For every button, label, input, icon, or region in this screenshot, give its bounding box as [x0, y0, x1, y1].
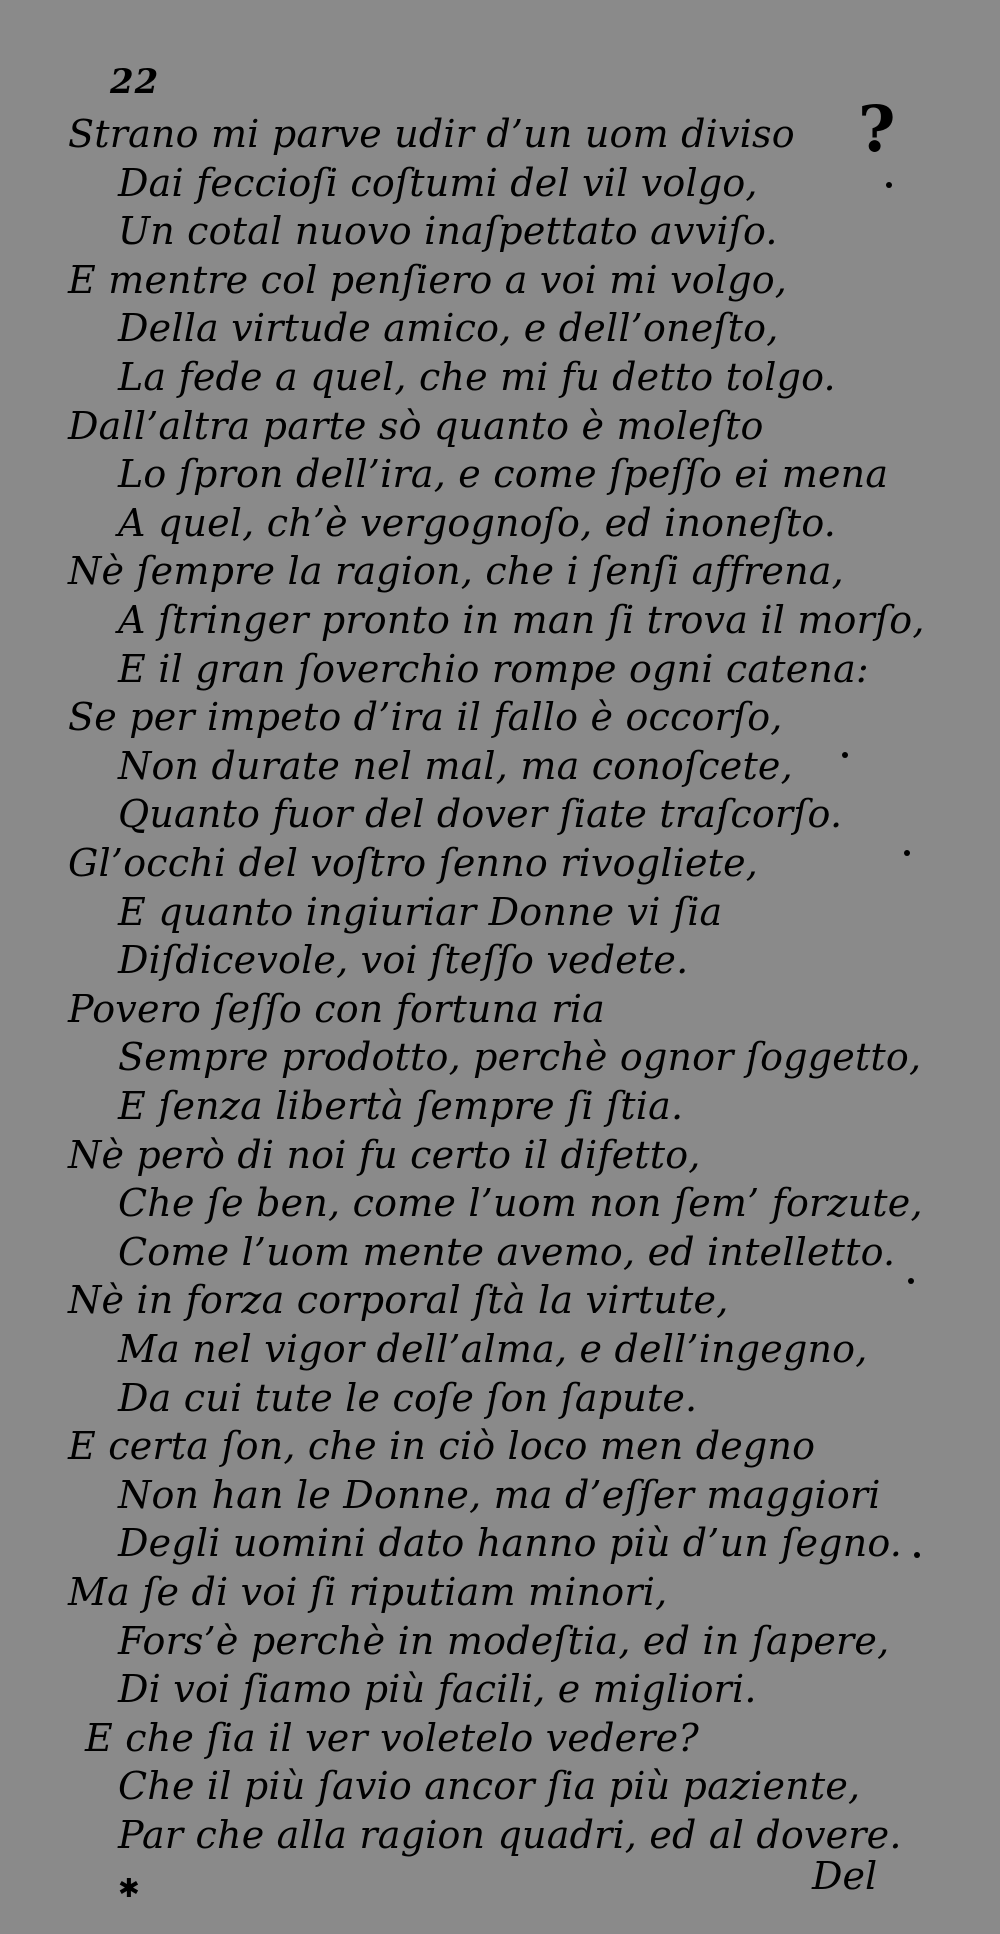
verse-line: Par che alla ragion quadri, ed al dovere.	[118, 1813, 902, 1857]
verse-line: Gl’occhi del voſtro ſenno rivogliete,	[68, 841, 759, 885]
verse-line: E ſenza libertà ſempre ſi ſtia.	[118, 1084, 684, 1128]
margin-question-mark: ?	[858, 92, 896, 167]
verse-line: Quanto fuor del dover ſiate traſcorſo.	[118, 792, 843, 837]
verse-line: Nè però di noi fu certo il difetto,	[68, 1132, 701, 1177]
verse-line: Strano mi parve udir d’un uom diviso	[68, 112, 795, 156]
page-number: 22	[110, 62, 160, 102]
verse-line: Sempre prodotto, perchè ognor ſoggetto,	[118, 1035, 922, 1080]
verse-line: Nè ſempre la ragion, che i ſenſi affrena,	[68, 549, 844, 594]
verse-line: Dall’altra parte sò quanto è moleſto	[68, 403, 764, 448]
verse-line: E il gran ſoverchio rompe ogni catena:	[118, 646, 869, 691]
verse-line: Che il più ſavio ancor ſia più paziente,	[118, 1764, 861, 1809]
verse-line: Non durate nel mal, ma conoſcete,	[118, 743, 793, 788]
verse-line: Che ſe ben, come l’uom non ſem’ forzute,	[118, 1181, 923, 1226]
verse-line: Fors’è perchè in modeſtia, ed in ſapere,	[118, 1618, 890, 1663]
ink-speck	[908, 1278, 914, 1284]
verse-line: A ſtringer pronto in man ſi trova il morſo,	[118, 598, 925, 642]
verse-line: Un cotal nuovo inaſpettato avviſo.	[118, 209, 778, 254]
verse-line: Povero ſeſſo con fortuna ria	[68, 986, 605, 1031]
bottom-ornament: ✱	[118, 1874, 140, 1904]
ink-speck	[904, 850, 910, 856]
verse-line: A quel, ch’è vergognoſo, ed inoneſto.	[118, 500, 837, 545]
verse-line: E certa ſon, che in ciò loco men degno	[68, 1424, 816, 1469]
verse-line: Degli uomini dato hanno più d’un ſegno.	[118, 1521, 903, 1566]
verse-line: Ma ſe di voi ſi riputiam minori,	[68, 1570, 668, 1614]
verse-line: Da cui tute le coſe ſon ſapute.	[118, 1375, 698, 1420]
verse-line: Di voi ſiamo più facili, e migliori.	[118, 1667, 757, 1712]
verse-line: Ma nel vigor dell’alma, e dell’ingegno,	[118, 1327, 868, 1371]
verse-line: Nè in forza corporal ſtà la virtute,	[68, 1278, 729, 1323]
verse-line: La fede a quel, che mi fu detto tolgo.	[118, 355, 836, 399]
ink-speck	[886, 182, 892, 188]
verse-line: Lo ſpron dell’ira, e come ſpeſſo ei mena	[118, 452, 889, 497]
verse-line: Dai feccioſi coſtumi del vil volgo,	[118, 160, 758, 205]
ink-speck	[914, 1552, 920, 1558]
verse-line: E mentre col penſiero a voi mi volgo,	[68, 257, 788, 302]
verse-line: E che ſia il ver voletelo vedere?	[85, 1715, 699, 1760]
verse-line: Della virtude amico, e dell’oneſto,	[118, 306, 779, 351]
verse-line: Diſdicevole, voi ſteſſo vedete.	[118, 938, 689, 983]
verse-line: E quanto ingiuriar Donne vi ſia	[118, 889, 723, 934]
catchword: Del	[812, 1854, 878, 1898]
verse-line: Non han le Donne, ma d’eſſer maggiori	[118, 1472, 881, 1517]
verse-line: Se per impeto d’ira il fallo è occorſo,	[68, 695, 783, 740]
verse-line: Come l’uom mente avemo, ed intelletto.	[118, 1229, 896, 1274]
ink-speck	[842, 752, 848, 758]
